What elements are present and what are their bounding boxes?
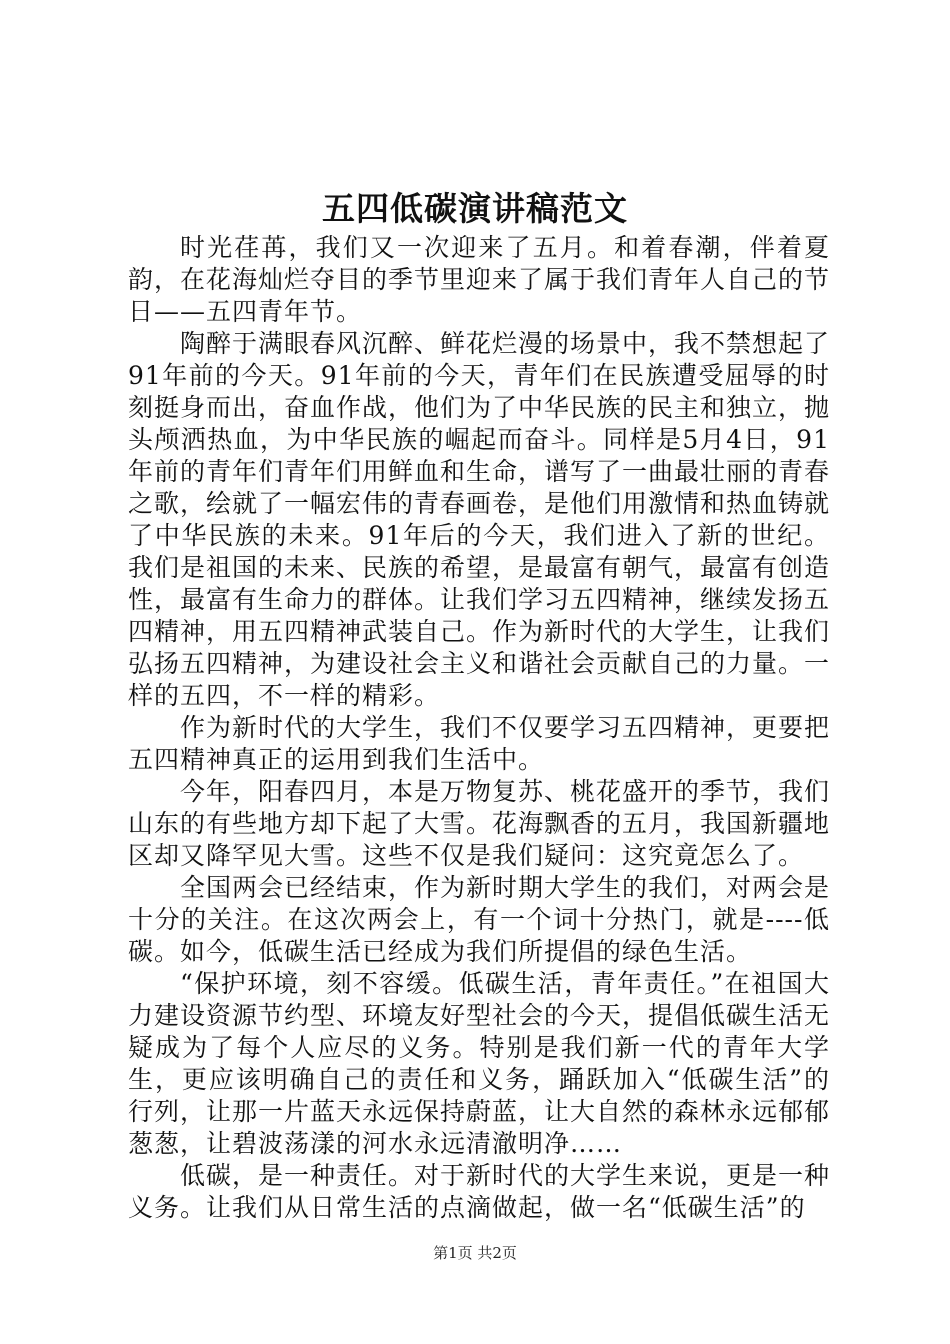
- paragraph-1: 时光荏苒，我们又一次迎来了五月。和着春潮，伴着夏韵，在花海灿烂夺目的季节里迎来了属于我们青年人自己的节日——五四青年节。: [128, 233, 831, 326]
- document-title: 五四低碳演讲稿范文: [322, 189, 628, 228]
- paragraph-6: “保护环境，刻不容缓。低碳生活，青年责任。”在祖国大力建设资源节约型、环境友好型社会的今天，提倡低碳生活无疑成为了每个人应尽的义务。特别是我们新一代的青年大学生，更应该明确自己的责任和义务，踊跃加入“低碳生活”的行列，让那一片蓝天永远保持蔚蓝，让大自然的森林永远郁郁葱葱，让碧波荡漾的河水永远清澈明净……: [128, 969, 831, 1158]
- paragraph-4: 今年，阳春四月，本是万物复苏、桃花盛开的季节，我们山东的有些地方却下起了大雪。花海飘香的五月，我国新疆地区却又降罕见大雪。这些不仅是我们疑问：这究竟怎么了。: [128, 777, 831, 870]
- paragraph-3: 作为新时代的大学生，我们不仅要学习五四精神，更要把五四精神真正的运用到我们生活中。: [128, 713, 831, 774]
- paragraph-7: 低碳，是一种责任。对于新时代的大学生来说，更是一种义务。让我们从日常生活的点滴做起，做一名“低碳生活”的: [128, 1161, 831, 1222]
- paragraph-5: 全国两会已经结束，作为新时期大学生的我们，对两会是十分的关注。在这次两会上，有一个词十分热门，就是----低碳。如今，低碳生活已经成为我们所提倡的绿色生活。: [128, 873, 831, 966]
- document-body: [128, 232, 830, 1224]
- paragraph-2: 陶醉于满眼春风沉醉、鲜花烂漫的场景中，我不禁想起了91年前的今天。91年前的今天，青年们在民族遭受屈辱的时刻挺身而出，奋血作战，他们为了中华民族的民主和独立，抛头颅洒热血，为中华民族的崛起而奋斗。同样是5月4日，91年前的青年们青年们用鲜血和生命，谱写了一曲最壮丽的青春之歌，绘就了一幅宏伟的青春画卷，是他们用激情和热血铸就了中华民族的未来。91年后的今天，我们进入了新的世纪。我们是祖国的未来、民族的希望，是最富有朝气，最富有创造性，最富有生命力的群体。让我们学习五四精神，继续发扬五四精神，用五四精神武装自己。作为新时代的大学生，让我们弘扬五四精神，为建设社会主义和谐社会贡献自己的力量。一样的五四，不一样的精彩。: [128, 329, 831, 710]
- page-footer: 第1页 共2页: [433, 1244, 517, 1262]
